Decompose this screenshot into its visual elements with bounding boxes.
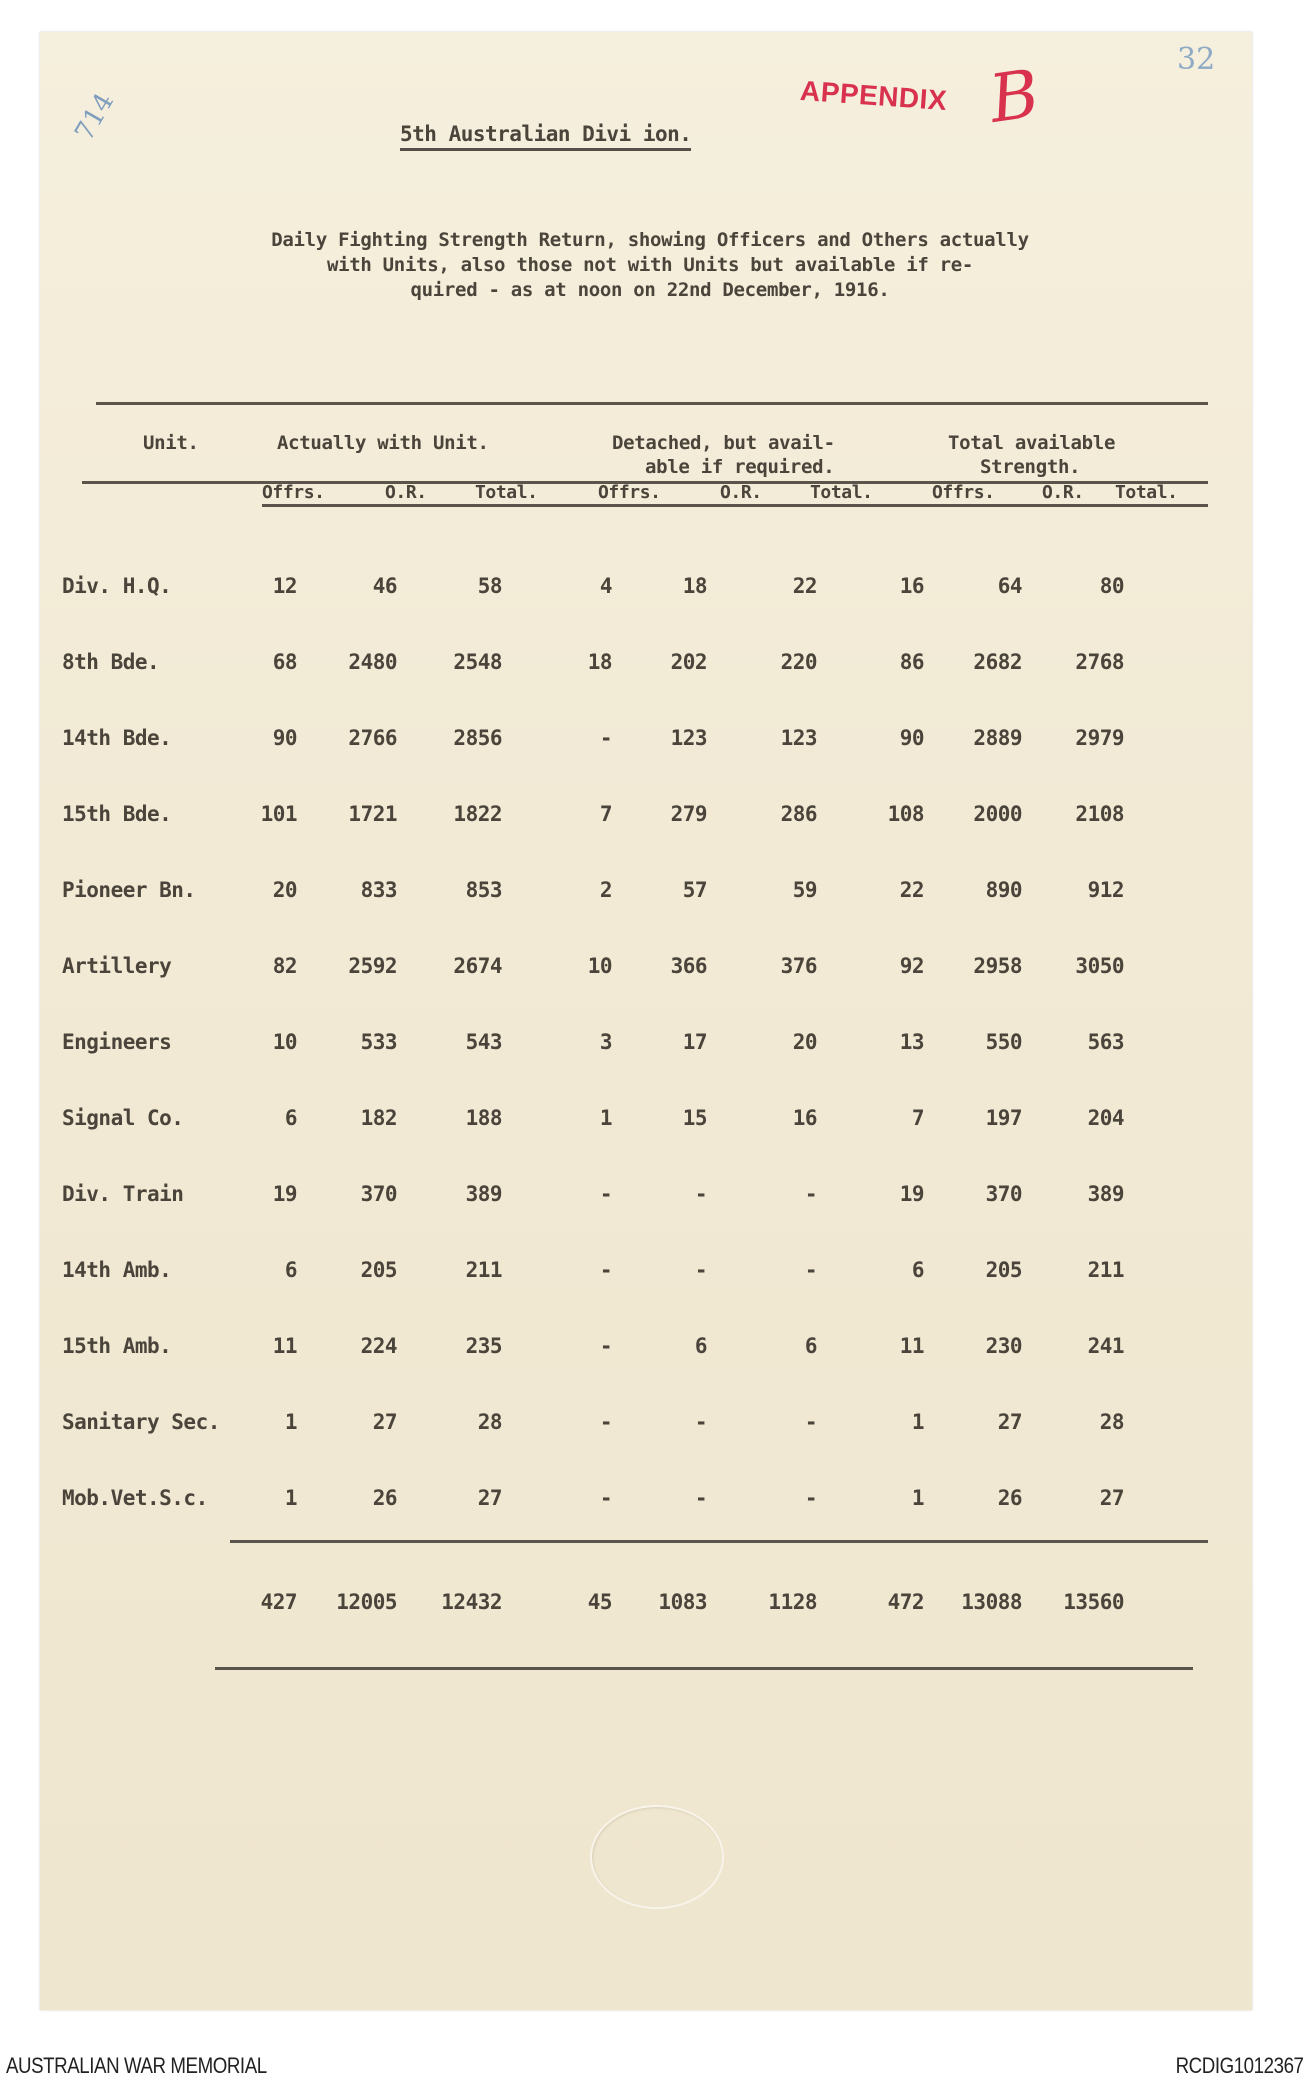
value-cell: 376 <box>780 954 817 978</box>
value-cell: 2766 <box>348 726 397 750</box>
value-cell: 18 <box>682 574 707 598</box>
subheader-or: O.R. <box>385 482 427 503</box>
value-cell: 853 <box>465 878 502 902</box>
value-cell: 10 <box>587 954 612 978</box>
value-cell: 27 <box>372 1410 397 1434</box>
value-cell: 27 <box>997 1410 1022 1434</box>
subheader-offrs: Offrs. <box>932 482 995 503</box>
unit-name: Engineers <box>62 1030 172 1054</box>
value-cell: 2958 <box>973 954 1022 978</box>
total-cell: 12005 <box>336 1590 397 1614</box>
value-cell: 12 <box>272 574 297 598</box>
totals-bottom-rule <box>215 1667 1193 1670</box>
value-cell: 389 <box>1087 1182 1124 1206</box>
value-cell: - <box>599 1334 612 1358</box>
value-cell: 7 <box>599 802 612 826</box>
appendix-stamp: APPENDIX <box>799 74 949 117</box>
value-cell: 90 <box>272 726 297 750</box>
footer-record-id: RCDIG1012367 <box>1176 2053 1304 2078</box>
subtitle-line: quired - as at noon on 22nd December, 1916. <box>410 279 890 301</box>
value-cell: 1 <box>284 1410 297 1434</box>
header-total-available-line2: Strength. <box>980 456 1081 478</box>
value-cell: 2480 <box>348 650 397 674</box>
value-cell: 543 <box>465 1030 502 1054</box>
value-cell: 224 <box>360 1334 397 1358</box>
value-cell: 7 <box>911 1106 924 1130</box>
subheader-total: Total. <box>810 482 873 503</box>
value-cell: 27 <box>1099 1486 1124 1510</box>
total-cell: 472 <box>887 1590 924 1614</box>
value-cell: 550 <box>985 1030 1022 1054</box>
value-cell: 188 <box>465 1106 502 1130</box>
value-cell: 286 <box>780 802 817 826</box>
value-cell: 20 <box>792 1030 817 1054</box>
header-total-available: Total available <box>948 432 1116 454</box>
value-cell: 1 <box>599 1106 612 1130</box>
document-subtitle <box>120 228 1180 303</box>
value-cell: 19 <box>899 1182 924 1206</box>
value-cell: 370 <box>985 1182 1022 1206</box>
value-cell: 1 <box>911 1410 924 1434</box>
value-cell: - <box>694 1486 707 1510</box>
value-cell: 2548 <box>453 650 502 674</box>
subtitle-line: with Units, also those not with Units but available if re- <box>326 254 974 276</box>
total-cell: 1083 <box>658 1590 707 1614</box>
value-cell: 2108 <box>1075 802 1124 826</box>
value-cell: 6 <box>694 1334 707 1358</box>
table-row <box>62 1232 1124 1308</box>
value-cell: 16 <box>899 574 924 598</box>
value-cell: 6 <box>284 1106 297 1130</box>
value-cell: 10 <box>272 1030 297 1054</box>
value-cell: 26 <box>372 1486 397 1510</box>
value-cell: 22 <box>899 878 924 902</box>
value-cell: 2674 <box>453 954 502 978</box>
value-cell: - <box>599 726 612 750</box>
value-cell: 11 <box>272 1334 297 1358</box>
value-cell: 57 <box>682 878 707 902</box>
value-cell: 6 <box>911 1258 924 1282</box>
subheader-offrs: Offrs. <box>262 482 325 503</box>
value-cell: 68 <box>272 650 297 674</box>
value-cell: 890 <box>985 878 1022 902</box>
value-cell: 90 <box>899 726 924 750</box>
value-cell: - <box>599 1486 612 1510</box>
value-cell: - <box>599 1258 612 1282</box>
table-row <box>62 548 1124 624</box>
folio-number: 32 <box>1177 42 1216 77</box>
value-cell: 11 <box>899 1334 924 1358</box>
unit-name: Signal Co. <box>62 1106 184 1130</box>
value-cell: 28 <box>477 1410 502 1434</box>
value-cell: - <box>804 1410 817 1434</box>
value-cell: 101 <box>260 802 297 826</box>
value-cell: 6 <box>804 1334 817 1358</box>
total-cell: 13560 <box>1063 1590 1124 1614</box>
value-cell: 92 <box>899 954 924 978</box>
value-cell: 1721 <box>348 802 397 826</box>
value-cell: 279 <box>670 802 707 826</box>
value-cell: 17 <box>682 1030 707 1054</box>
value-cell: 220 <box>780 650 817 674</box>
value-cell: 123 <box>780 726 817 750</box>
value-cell: 28 <box>1099 1410 1124 1434</box>
value-cell: 26 <box>997 1486 1022 1510</box>
subheader-total: Total. <box>1115 482 1178 503</box>
table-row <box>62 1308 1124 1384</box>
value-cell: 13 <box>899 1030 924 1054</box>
value-cell: 370 <box>360 1182 397 1206</box>
value-cell: 27 <box>477 1486 502 1510</box>
value-cell: - <box>804 1182 817 1206</box>
total-cell: 1128 <box>768 1590 817 1614</box>
value-cell: 18 <box>587 650 612 674</box>
total-cell: 427 <box>260 1590 297 1614</box>
value-cell: 235 <box>465 1334 502 1358</box>
value-cell: 80 <box>1099 574 1124 598</box>
table-row <box>62 624 1124 700</box>
unit-name: 14th Amb. <box>62 1258 172 1282</box>
value-cell: - <box>599 1182 612 1206</box>
value-cell: 86 <box>899 650 924 674</box>
value-cell: 22 <box>792 574 817 598</box>
value-cell: 197 <box>985 1106 1022 1130</box>
header-actually-with-unit: Actually with Unit. <box>277 432 489 454</box>
value-cell: 2979 <box>1075 726 1124 750</box>
header-top-rule <box>96 402 1208 405</box>
value-cell: 563 <box>1087 1030 1124 1054</box>
value-cell: 58 <box>477 574 502 598</box>
value-cell: 230 <box>985 1334 1022 1358</box>
value-cell: 833 <box>360 878 397 902</box>
value-cell: 59 <box>792 878 817 902</box>
unit-name: Artillery <box>62 954 172 978</box>
header-bottom-rule <box>262 504 1208 507</box>
value-cell: 6 <box>284 1258 297 1282</box>
value-cell: 82 <box>272 954 297 978</box>
value-cell: 46 <box>372 574 397 598</box>
unit-name: Sanitary Sec. <box>62 1410 220 1434</box>
header-unit: Unit. <box>143 432 199 454</box>
unit-name: Mob.Vet.S.c. <box>62 1486 208 1510</box>
table-row <box>62 1384 1124 1460</box>
value-cell: 205 <box>985 1258 1022 1282</box>
value-cell: - <box>694 1182 707 1206</box>
value-cell: 1 <box>911 1486 924 1510</box>
value-cell: 389 <box>465 1182 502 1206</box>
value-cell: - <box>694 1410 707 1434</box>
header-detached: Detached, but avail- <box>612 432 835 454</box>
unit-name: Pioneer Bn. <box>62 878 196 902</box>
value-cell: - <box>804 1258 817 1282</box>
subheader-or: O.R. <box>720 482 762 503</box>
strength-table <box>62 548 1124 1536</box>
value-cell: - <box>804 1486 817 1510</box>
value-cell: 205 <box>360 1258 397 1282</box>
value-cell: 20 <box>272 878 297 902</box>
table-row <box>62 928 1124 1004</box>
unit-name: 8th Bde. <box>62 650 160 674</box>
value-cell: 3 <box>599 1030 612 1054</box>
unit-name: 14th Bde. <box>62 726 172 750</box>
value-cell: 204 <box>1087 1106 1124 1130</box>
value-cell: 108 <box>887 802 924 826</box>
table-row <box>62 1156 1124 1232</box>
value-cell: 3050 <box>1075 954 1124 978</box>
value-cell: 64 <box>997 574 1022 598</box>
embossed-seal-icon <box>590 1805 724 1909</box>
value-cell: 2 <box>599 878 612 902</box>
value-cell: 2889 <box>973 726 1022 750</box>
value-cell: 2856 <box>453 726 502 750</box>
value-cell: 4 <box>599 574 612 598</box>
value-cell: 182 <box>360 1106 397 1130</box>
subtitle-line: Daily Fighting Strength Return, showing Officers and Others actually <box>271 229 1029 251</box>
table-row <box>62 1004 1124 1080</box>
value-cell: 2592 <box>348 954 397 978</box>
value-cell: 19 <box>272 1182 297 1206</box>
pencil-archive-number: 714 <box>69 88 121 146</box>
value-cell: - <box>599 1410 612 1434</box>
table-row <box>62 776 1124 852</box>
totals-top-rule <box>230 1540 1208 1543</box>
subheader-or: O.R. <box>1042 482 1084 503</box>
unit-name: 15th Bde. <box>62 802 172 826</box>
value-cell: 2000 <box>973 802 1022 826</box>
total-cell: 13088 <box>961 1590 1022 1614</box>
value-cell: 123 <box>670 726 707 750</box>
value-cell: 533 <box>360 1030 397 1054</box>
value-cell: 211 <box>465 1258 502 1282</box>
value-cell: 2768 <box>1075 650 1124 674</box>
value-cell: 2682 <box>973 650 1022 674</box>
value-cell: - <box>694 1258 707 1282</box>
table-row <box>62 1460 1124 1536</box>
unit-name: Div. H.Q. <box>62 574 172 598</box>
unit-name: Div. Train <box>62 1182 184 1206</box>
value-cell: 15 <box>682 1106 707 1130</box>
total-cell: 45 <box>587 1590 612 1614</box>
footer-institution: AUSTRALIAN WAR MEMORIAL <box>6 2053 267 2078</box>
value-cell: 366 <box>670 954 707 978</box>
value-cell: 211 <box>1087 1258 1124 1282</box>
total-cell: 12432 <box>441 1590 502 1614</box>
appendix-letter: B <box>984 54 1044 139</box>
table-row <box>62 700 1124 776</box>
totals-row <box>62 1578 1124 1626</box>
document-title: 5th Australian Divi ion. <box>400 122 691 151</box>
unit-name: 15th Amb. <box>62 1334 172 1358</box>
value-cell: 202 <box>670 650 707 674</box>
value-cell: 1 <box>284 1486 297 1510</box>
table-row <box>62 1080 1124 1156</box>
value-cell: 1822 <box>453 802 502 826</box>
subheader-offrs: Offrs. <box>598 482 661 503</box>
value-cell: 16 <box>792 1106 817 1130</box>
value-cell: 241 <box>1087 1334 1124 1358</box>
table-row <box>62 852 1124 928</box>
subheader-total: Total. <box>475 482 538 503</box>
value-cell: 912 <box>1087 878 1124 902</box>
header-detached-line2: able if required. <box>645 456 835 478</box>
